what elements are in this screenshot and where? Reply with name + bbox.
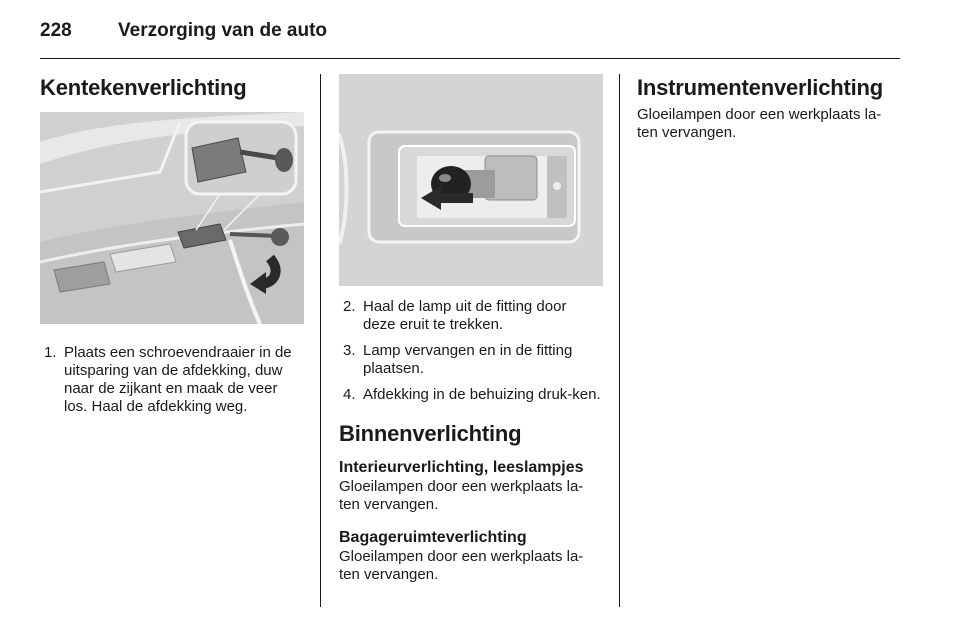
section-title-instrument-lighting: Instrumentenverlichting: [637, 75, 883, 100]
body-text-instrument-lighting: Gloeilampen door een werkplaats la-ten vervangen.: [637, 106, 882, 141]
column-divider-right: [619, 74, 620, 607]
body-text-boot-lighting: Gloeilampen door een werkplaats la-ten vervangen.: [339, 548, 584, 583]
subsection-title-reading-lamps: Interieurverlichting, leeslampjes: [339, 459, 584, 476]
license-plate-light-removal-icon: [40, 112, 304, 324]
steps-list-1: [40, 344, 304, 416]
column-divider-left: [320, 74, 321, 607]
column-license-plate-light: [40, 74, 304, 424]
list-item: 2. Haal de lamp uit de fitting door deze eruit te trekken.: [343, 298, 567, 333]
lamp-in-holder-illustration: [339, 74, 603, 286]
column-instrument-lighting: [637, 74, 901, 142]
list-item: 4. Afdekking in de behuizing druk-ken.: [343, 386, 601, 403]
chapter-title: Verzorging van de auto: [118, 20, 328, 41]
column-interior-lighting: [339, 74, 603, 584]
license-plate-light-illustration: [40, 112, 304, 324]
section-title-interior-lighting: Binnenverlichting: [339, 421, 522, 446]
page-number: 228: [40, 20, 72, 41]
section-title-license-plate-light: Kentekenverlichting: [40, 75, 247, 100]
steps-list-2: [339, 298, 603, 404]
header-rule: [40, 58, 900, 59]
subsection-title-boot-lighting: Bagageruimteverlichting: [339, 529, 527, 546]
page-header: [40, 18, 900, 60]
lamp-in-holder-icon: [339, 74, 603, 286]
body-text-reading-lamps: Gloeilampen door een werkplaats la-ten vervangen.: [339, 478, 584, 513]
list-item: 3. Lamp vervangen en in de fitting plaatsen.: [343, 342, 573, 377]
list-item: 1. Plaats een schroevendraaier in de uitsparing van de afdekking, duw naar de zijkant en maak de veer los. Haal de afdekking weg.: [44, 344, 292, 415]
